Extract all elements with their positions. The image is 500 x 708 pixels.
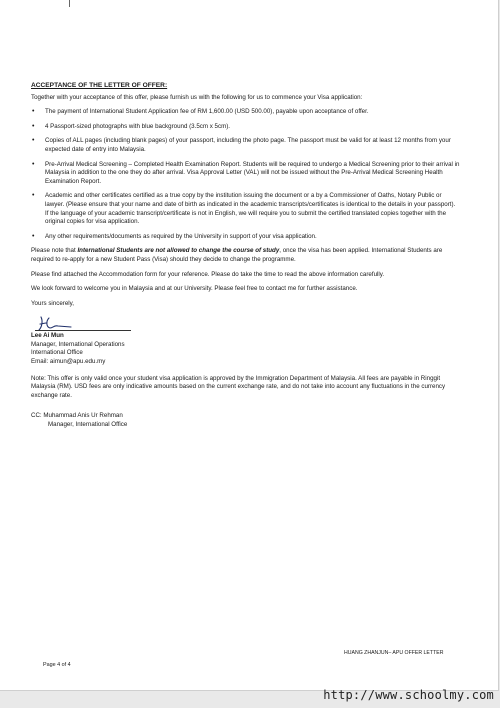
- cc-block: [31, 412, 460, 429]
- list-item: [30, 123, 460, 132]
- course-note-post: , once the visa has been applied. International Students are required to re-apply for a new Student Pass (Visa) should they decide to change the programme.: [31, 247, 443, 263]
- signer-name: Lee Ai Mun: [31, 332, 64, 340]
- footer-reference: HUANG ZHANJUN– APU OFFER LETTER: [344, 650, 444, 656]
- signature-block: [31, 314, 460, 332]
- scan-mark: [69, 0, 70, 7]
- list-item: [30, 192, 460, 226]
- welcome-paragraph: We look forward to welcome you in Malaysia and at our University. Please feel free to contact me for further assistance.: [31, 285, 358, 293]
- accommodation-paragraph: Please find attached the Accommodation form for your reference. Please do take the time to read the above information carefully.: [31, 270, 385, 278]
- signer-title: Manager, International Operations: [31, 340, 125, 348]
- bullet-icon: •: [32, 160, 35, 168]
- course-change-paragraph: [31, 247, 460, 264]
- section-heading: ACCEPTANCE OF THE LETTER OF OFFER:: [31, 82, 168, 89]
- cc-line: CC: Muhammad Anis Ur Rehman: [31, 412, 123, 420]
- requirements-list: [30, 108, 460, 241]
- list-item: [30, 233, 460, 242]
- list-item: [30, 108, 460, 117]
- course-note-pre: Please note that: [31, 247, 78, 255]
- intro-paragraph: Together with your acceptance of this offer, please furnish us with the following for us to commence your Visa application:: [31, 93, 363, 101]
- cc-title: Manager, International Office: [48, 421, 128, 429]
- list-item-text: Any other requirements/documents as required by the University in support of your visa application.: [45, 232, 317, 240]
- validity-note: Note: This offer is only valid once your student visa application is approved by the Immigration Department of Malaysia. All fees are payable in Ringgit Malaysia (RM). USD fees are only indicative amounts based on the current exchange rate, and do not take into account any fluctuations in the currency exchange rate.: [31, 374, 446, 399]
- bullet-icon: •: [32, 192, 35, 200]
- bullet-icon: •: [32, 232, 35, 240]
- signer-office: International Office: [31, 349, 83, 357]
- letter-body: [30, 82, 460, 430]
- bullet-icon: •: [32, 137, 35, 145]
- list-item-text: Pre-Arrival Medical Screening – Completed Health Examination Report. Students will be required to undergo a Medical Screening prior to their arrival in Malaysia in addition to the one they do after arrival. Visa Approval Letter (VAL) will not be issued without the Pre-Arrival Medical Screening Health Examination Report.: [45, 160, 460, 185]
- course-note-emphasis: International Students are not allowed to change the course of study: [77, 247, 280, 255]
- bullet-icon: •: [32, 122, 35, 130]
- list-item-text: Copies of ALL pages (including blank pages) of your passport, including the photo page. The passport must be valid for at least 12 months from your expected date of entry into Malaysia.: [45, 137, 451, 153]
- list-item-text: 4 Passport-sized photographs with blue background (3.5cm x 5cm).: [45, 122, 231, 130]
- signer-email: Email: aimun@apu.edu.my: [31, 358, 106, 366]
- watermark-url: http://www.schoolmy.com: [323, 688, 494, 702]
- signer-details: [31, 332, 460, 366]
- list-item-text: The payment of International Student Application fee of RM 1,600.00 (USD 500.00), payable upon acceptance of offer.: [45, 108, 369, 116]
- bullet-icon: •: [32, 108, 35, 116]
- page-number: Page 4 of 4: [43, 662, 71, 668]
- list-item: [30, 137, 460, 154]
- list-item-text: Academic and other certificates certified as a true copy by the institution issuing the document or a by a Commissioner of Oaths, Notary Public or lawyer. (Please ensure that your name and date of birth as indicated in the academic transcripts/certificates is identical to the details in your passport). If the language of your academic transcript/certificate is not in English, we will require you to submit the certified translated copies together with the original copies for visa application.: [45, 192, 456, 226]
- signature-line: [35, 330, 131, 331]
- closing-line: Yours sincerely,: [31, 299, 74, 307]
- list-item: [30, 161, 460, 187]
